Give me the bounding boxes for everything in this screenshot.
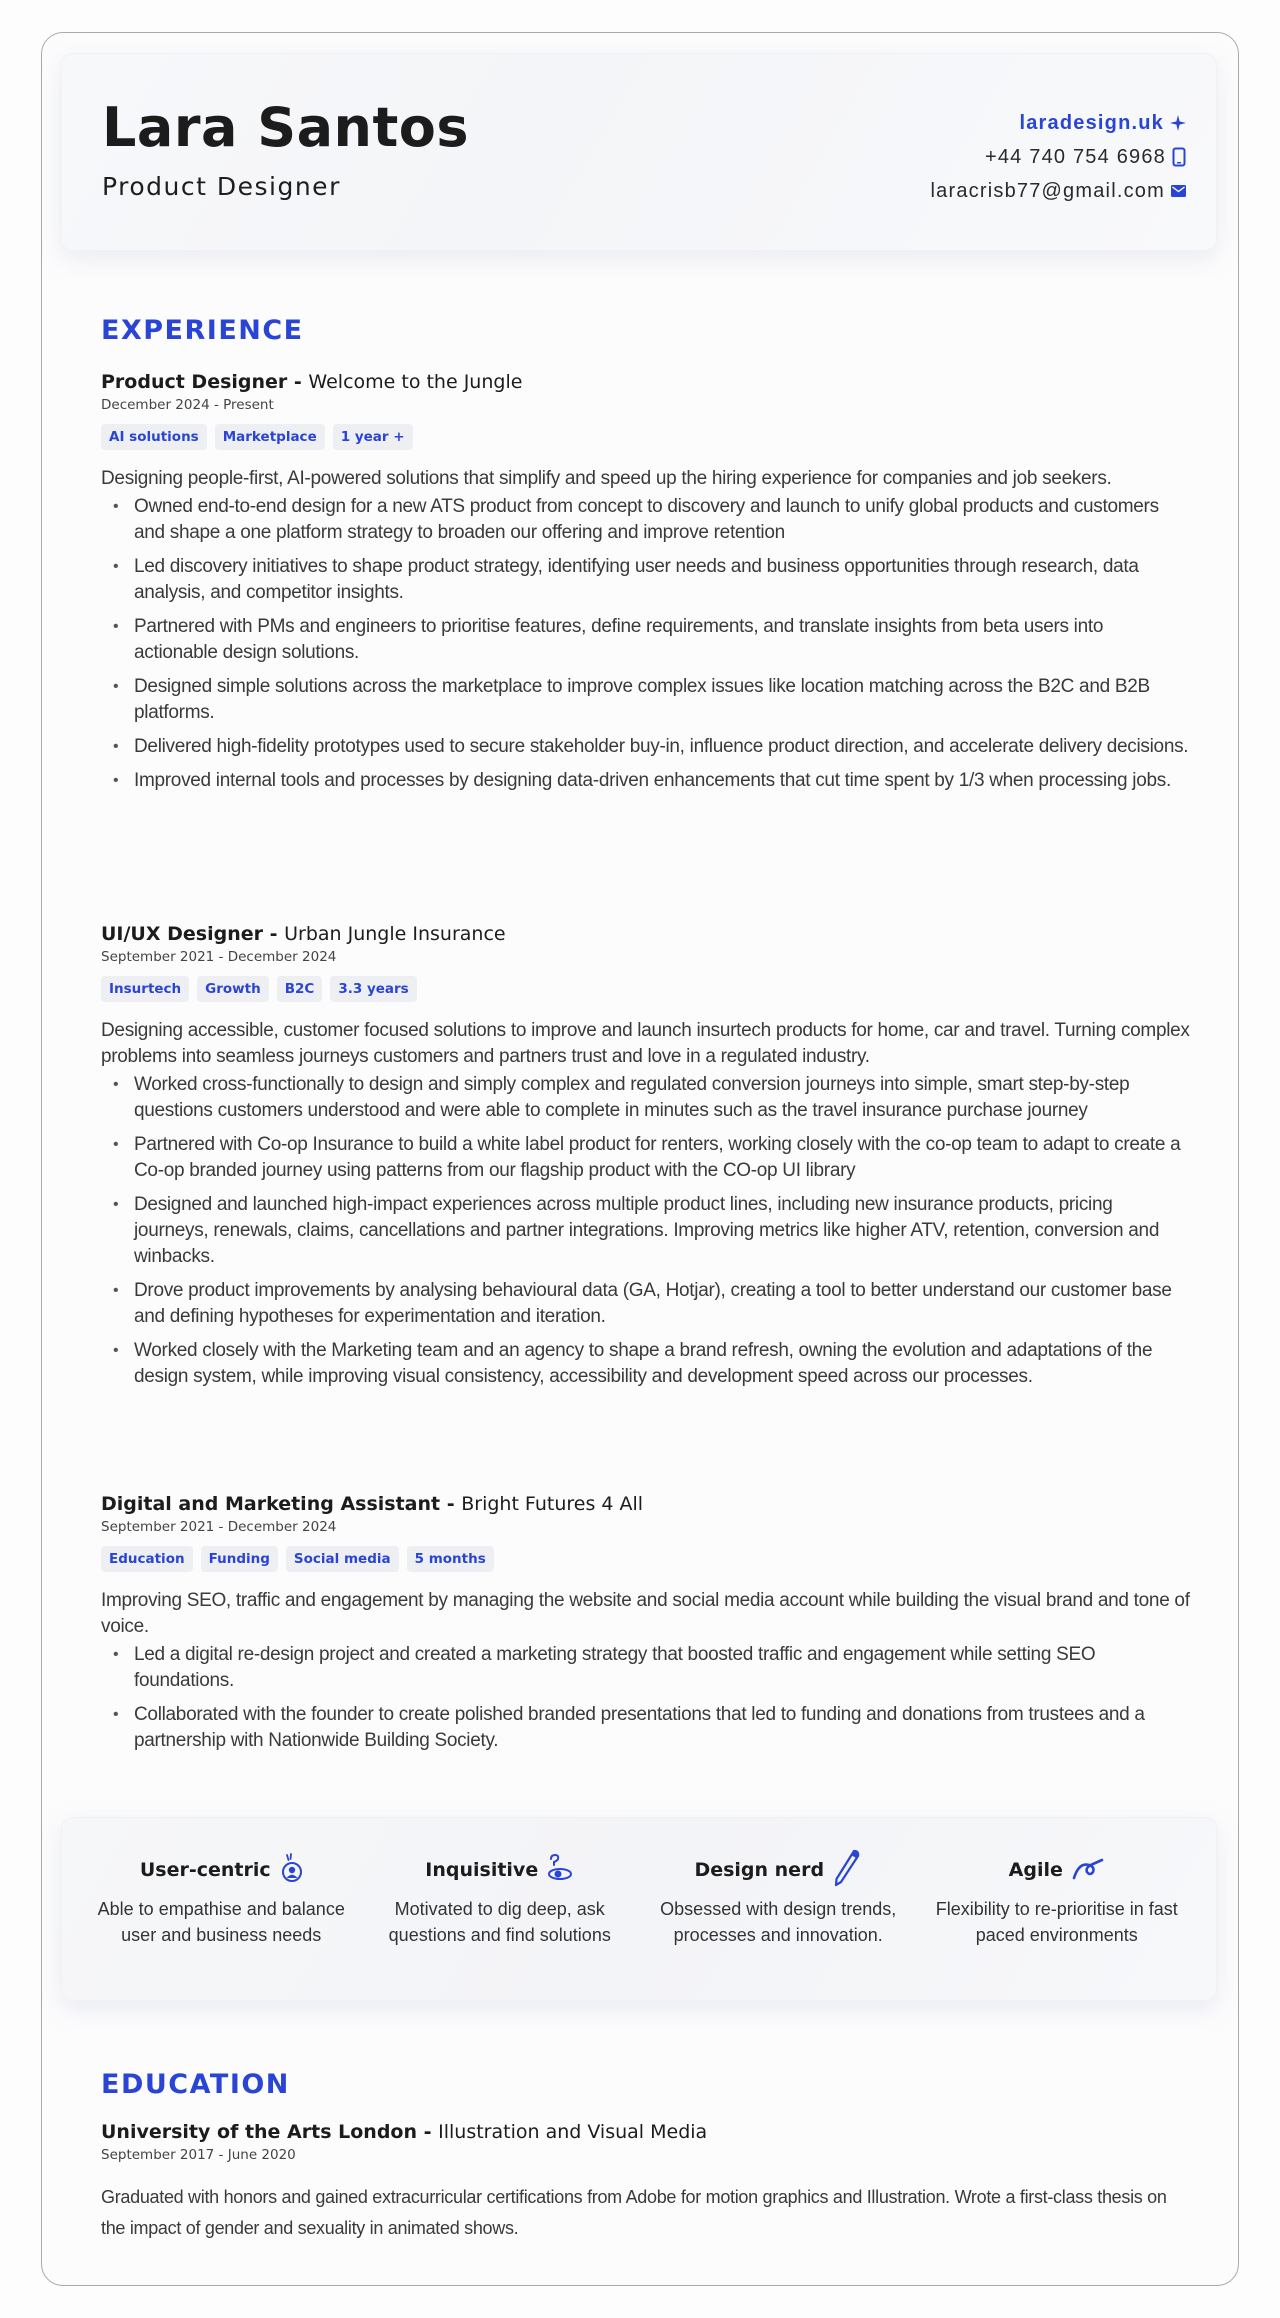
tag: Growth: [197, 976, 269, 1002]
job-bullets: [101, 1642, 1191, 1754]
value-description: Obsessed with design trends, processes and innovation.: [660, 1899, 897, 1945]
job-entry: [101, 921, 1191, 1398]
value-item: [82, 1818, 361, 2000]
candidate-role: Product Designer: [102, 172, 341, 201]
bullet-item: • Partnered with Co-op Insurance to build a white label product for renters, working closely with the co-op team to adapt to create a Co-op branded journey using patterns from our flagship product with the CO-op UI library: [101, 1132, 1191, 1184]
education-summary: Graduated with honors and gained extracurricular certifications from Adobe for motion graphics and Illustration. Wrote a first-class thesis on the impact of gender and sexuality in animated shows.: [101, 2187, 1167, 2238]
header-card: [61, 53, 1217, 251]
sparkle-icon: [1170, 115, 1186, 131]
tag: Funding: [201, 1546, 278, 1572]
value-description: Able to empathise and balance user and business needs: [97, 1899, 345, 1945]
job-dates: September 2021 - December 2024: [101, 949, 337, 965]
job-summary: Designing accessible, customer focused solutions to improve and launch insurtech products for home, car and travel. Turning complex problems into seamless journeys customers and partners trust and love in a regulated industry.: [101, 1020, 1190, 1067]
email-link[interactable]: [931, 174, 1186, 208]
course-name: Illustration and Visual Media: [438, 2121, 708, 2143]
bullet-item: • Improved internal tools and processes by designing data-driven enhancements that cut time spent by 1/3 when processing jobs.: [101, 768, 1191, 794]
bullet-item: • Drove product improvements by analysing behavioural data (GA, Hotjar), creating a tool to better understand our customer base and defining hypotheses for experimentation and iteration.: [101, 1278, 1191, 1330]
contact-block: [931, 106, 1186, 208]
job-title: [101, 921, 1191, 947]
bullet-item: • Designed and launched high-impact experiences across multiple product lines, including new insurance products, pricing journeys, renewals, claims, cancellations and partner integrations. Improving metrics like higher ATV, retention, conversion and winbacks.: [101, 1192, 1191, 1270]
values-card: [61, 1817, 1217, 2001]
job-bullets: [101, 1072, 1191, 1390]
job-bullets: [101, 494, 1191, 794]
job-company: Welcome to the Jungle: [308, 371, 523, 393]
value-title-text: Design nerd: [694, 1859, 825, 1881]
job-title: [101, 369, 1191, 395]
user-circle-icon: [279, 1853, 303, 1888]
bullet-item: • Collaborated with the founder to create polished branded presentations that led to funding and donations from trustees and a partnership with Nationwide Building Society.: [101, 1702, 1191, 1754]
pen-icon: [832, 1848, 862, 1893]
education-title: [101, 2119, 1191, 2145]
job-summary: Designing people-first, AI-powered solutions that simplify and speed up the hiring experience for companies and job seekers.: [101, 468, 1112, 489]
tag: Social media: [286, 1546, 399, 1572]
job-dates: December 2024 - Present: [101, 397, 274, 413]
value-title: [1009, 1854, 1105, 1886]
website-link[interactable]: [931, 106, 1186, 140]
job-entry: [101, 1491, 1191, 1762]
value-item: [639, 1818, 918, 2000]
bullet-item: • Led a digital re-design project and created a marketing strategy that boosted traffic and engagement while setting SEO foundations.: [101, 1642, 1191, 1694]
mobile-phone-icon: [1172, 147, 1186, 167]
value-item: [361, 1818, 640, 2000]
education-dates: September 2017 - June 2020: [101, 2147, 296, 2163]
envelope-icon: [1171, 185, 1186, 197]
tag-list: [101, 1546, 1191, 1572]
tag: 1 year +: [333, 424, 413, 450]
experience-heading: EXPERIENCE: [101, 315, 304, 346]
value-title: [425, 1854, 574, 1886]
tag: B2C: [277, 976, 323, 1002]
bullet-item: • Partnered with PMs and engineers to prioritise features, define requirements, and translate insights from beta users into actionable design solutions.: [101, 614, 1191, 666]
bullet-item: • Worked closely with the Marketing team and an agency to shape a brand refresh, owning the evolution and adaptations of the design system, while improving visual consistency, accessibility and development speed across our processes.: [101, 1338, 1191, 1390]
education-entry: [101, 2119, 1191, 2244]
education-heading: EDUCATION: [101, 2069, 290, 2100]
job-entry: [101, 369, 1191, 802]
bullet-item: • Delivered high-fidelity prototypes used to secure stakeholder buy-in, influence product direction, and accelerate delivery decisions.: [101, 734, 1191, 760]
value-title-text: Inquisitive: [425, 1859, 539, 1881]
job-role: UI/UX Designer -: [101, 923, 285, 945]
tag: 3.3 years: [330, 976, 416, 1002]
value-item: [918, 1818, 1197, 2000]
tag-list: [101, 424, 1191, 450]
phone-link[interactable]: [931, 140, 1186, 174]
job-company: Bright Futures 4 All: [461, 1493, 644, 1515]
phone-text: +44 740 754 6968: [984, 145, 1166, 168]
job-dates: September 2021 - December 2024: [101, 1519, 337, 1535]
job-role: Product Designer -: [101, 371, 309, 393]
bullet-item: • Worked cross-functionally to design and simply complex and regulated conversion journeys into simple, smart step-by-step questions customers understood and were able to complete in minutes such as the travel insurance purchase journey: [101, 1072, 1191, 1124]
website-text: laradesign.uk: [1019, 111, 1164, 134]
value-description: Motivated to dig deep, ask questions and find solutions: [388, 1899, 611, 1945]
value-title: [140, 1854, 303, 1886]
value-title: [694, 1854, 862, 1886]
tag: 5 months: [407, 1546, 494, 1572]
tag: Insurtech: [101, 976, 189, 1002]
school-name: University of the Arts London -: [101, 2121, 439, 2143]
loop-arrow-icon: [1071, 1856, 1105, 1885]
value-title-text: User-centric: [139, 1859, 271, 1881]
job-summary: Improving SEO, traffic and engagement by managing the website and social media account while building the visual brand and tone of voice.: [101, 1590, 1190, 1637]
job-company: Urban Jungle Insurance: [284, 923, 506, 945]
question-eye-icon: [546, 1853, 574, 1888]
tag-list: [101, 976, 1191, 1002]
tag: AI solutions: [101, 424, 207, 450]
bullet-item: • Led discovery initiatives to shape product strategy, identifying user needs and business opportunities through research, data analysis, and competitor insights.: [101, 554, 1191, 606]
email-text: laracrisb77@gmail.com: [930, 179, 1165, 202]
tag: Marketplace: [215, 424, 325, 450]
tag: Education: [101, 1546, 193, 1572]
bullet-item: • Designed simple solutions across the marketplace to improve complex issues like location matching across the B2C and B2B platforms.: [101, 674, 1191, 726]
job-role: Digital and Marketing Assistant -: [101, 1493, 462, 1515]
candidate-name: Lara Santos: [102, 96, 470, 159]
value-description: Flexibility to re-prioritise in fast paced environments: [935, 1899, 1178, 1945]
value-title-text: Agile: [1008, 1859, 1063, 1881]
job-title: [101, 1491, 1191, 1517]
resume-page: [41, 32, 1239, 2286]
bullet-item: • Owned end-to-end design for a new ATS product from concept to discovery and launch to unify global products and customers and shape a one platform strategy to broaden our offering and improve retention: [101, 494, 1191, 546]
